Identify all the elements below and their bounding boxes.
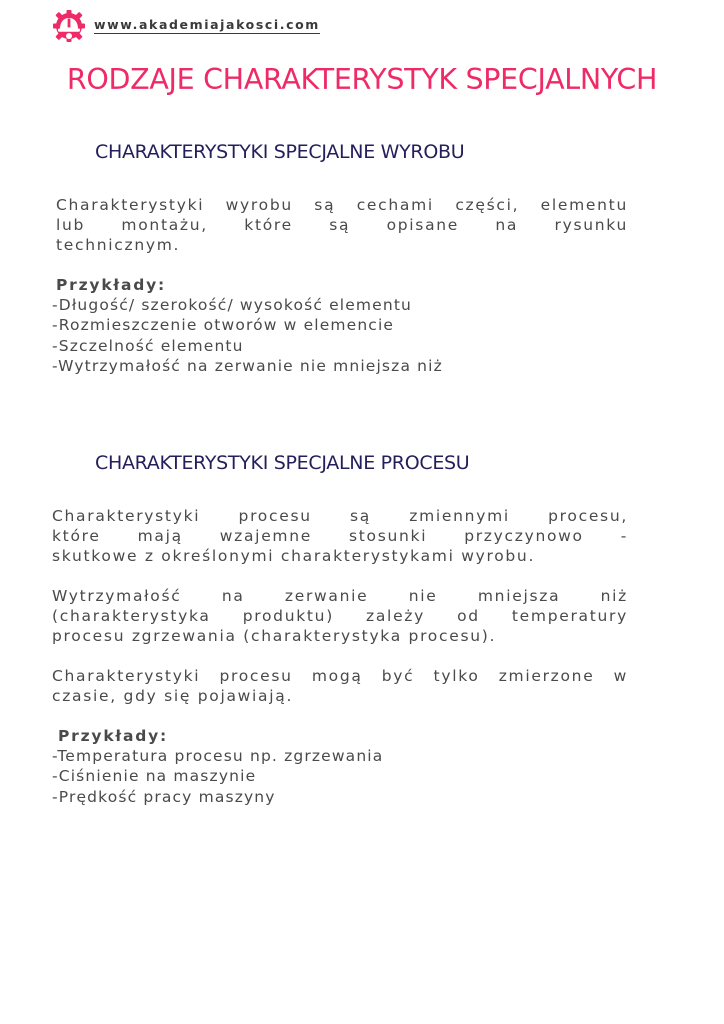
- text-line: procesu zgrzewania (charakterystyka procesu).: [52, 627, 497, 645]
- examples-label: Przykłady:: [58, 727, 169, 745]
- page-title: RODZAJE CHARAKTERYSTYK SPECJALNYCH: [66, 63, 658, 96]
- section-heading-product: CHARAKTERYSTYKI SPECJALNE WYROBU: [95, 141, 465, 163]
- text-line: technicznym.: [56, 236, 181, 254]
- list-item: -Ciśnienie na maszynie: [52, 767, 257, 786]
- text-line: Charakterystyki procesu mogą być tylko zmierzone w: [52, 667, 628, 685]
- page-header: [52, 8, 320, 44]
- text-line: które mają wzajemne stosunki przyczynowo -: [52, 527, 628, 545]
- list-item: -Wytrzymałość na zerwanie nie mniejsza niż: [52, 356, 443, 375]
- list-item: -Szczelność elementu: [52, 336, 244, 355]
- process-measurement-text: [52, 666, 628, 706]
- process-description: [52, 506, 628, 566]
- text-line: lub montażu, które są opisane na rysunku: [56, 216, 628, 234]
- section-heading-process: CHARAKTERYSTYKI SPECJALNE PROCESU: [95, 452, 470, 474]
- text-line: skutkowe z określonymi charakterystykami wyrobu.: [52, 547, 536, 565]
- list-item: -Temperatura procesu np. zgrzewania: [52, 747, 384, 765]
- product-description: [56, 195, 628, 255]
- hardhat-gear-icon: [52, 9, 86, 43]
- list-item: -Prędkość pracy maszyny: [52, 787, 276, 806]
- site-url[interactable]: www.akademiajakosci.com: [94, 17, 320, 32]
- product-examples-list: [52, 295, 443, 376]
- text-line: Wytrzymałość na zerwanie nie mniejsza niż: [52, 587, 628, 605]
- examples-label: Przykłady:: [56, 276, 167, 294]
- list-item: -Długość/ szerokość/ wysokość elementu: [52, 296, 413, 314]
- process-dependency-text: [52, 586, 628, 646]
- list-item: -Rozmieszczenie otworów w elemencie: [52, 316, 395, 335]
- text-line: (charakterystyka produktu) zależy od temperatury: [52, 607, 628, 625]
- text-line: Charakterystyki wyrobu są cechami części, elementu: [56, 196, 628, 214]
- process-examples-list: [52, 746, 383, 807]
- text-line: czasie, gdy się pojawiają.: [52, 687, 294, 705]
- text-line: Charakterystyki procesu są zmiennymi procesu,: [52, 507, 628, 525]
